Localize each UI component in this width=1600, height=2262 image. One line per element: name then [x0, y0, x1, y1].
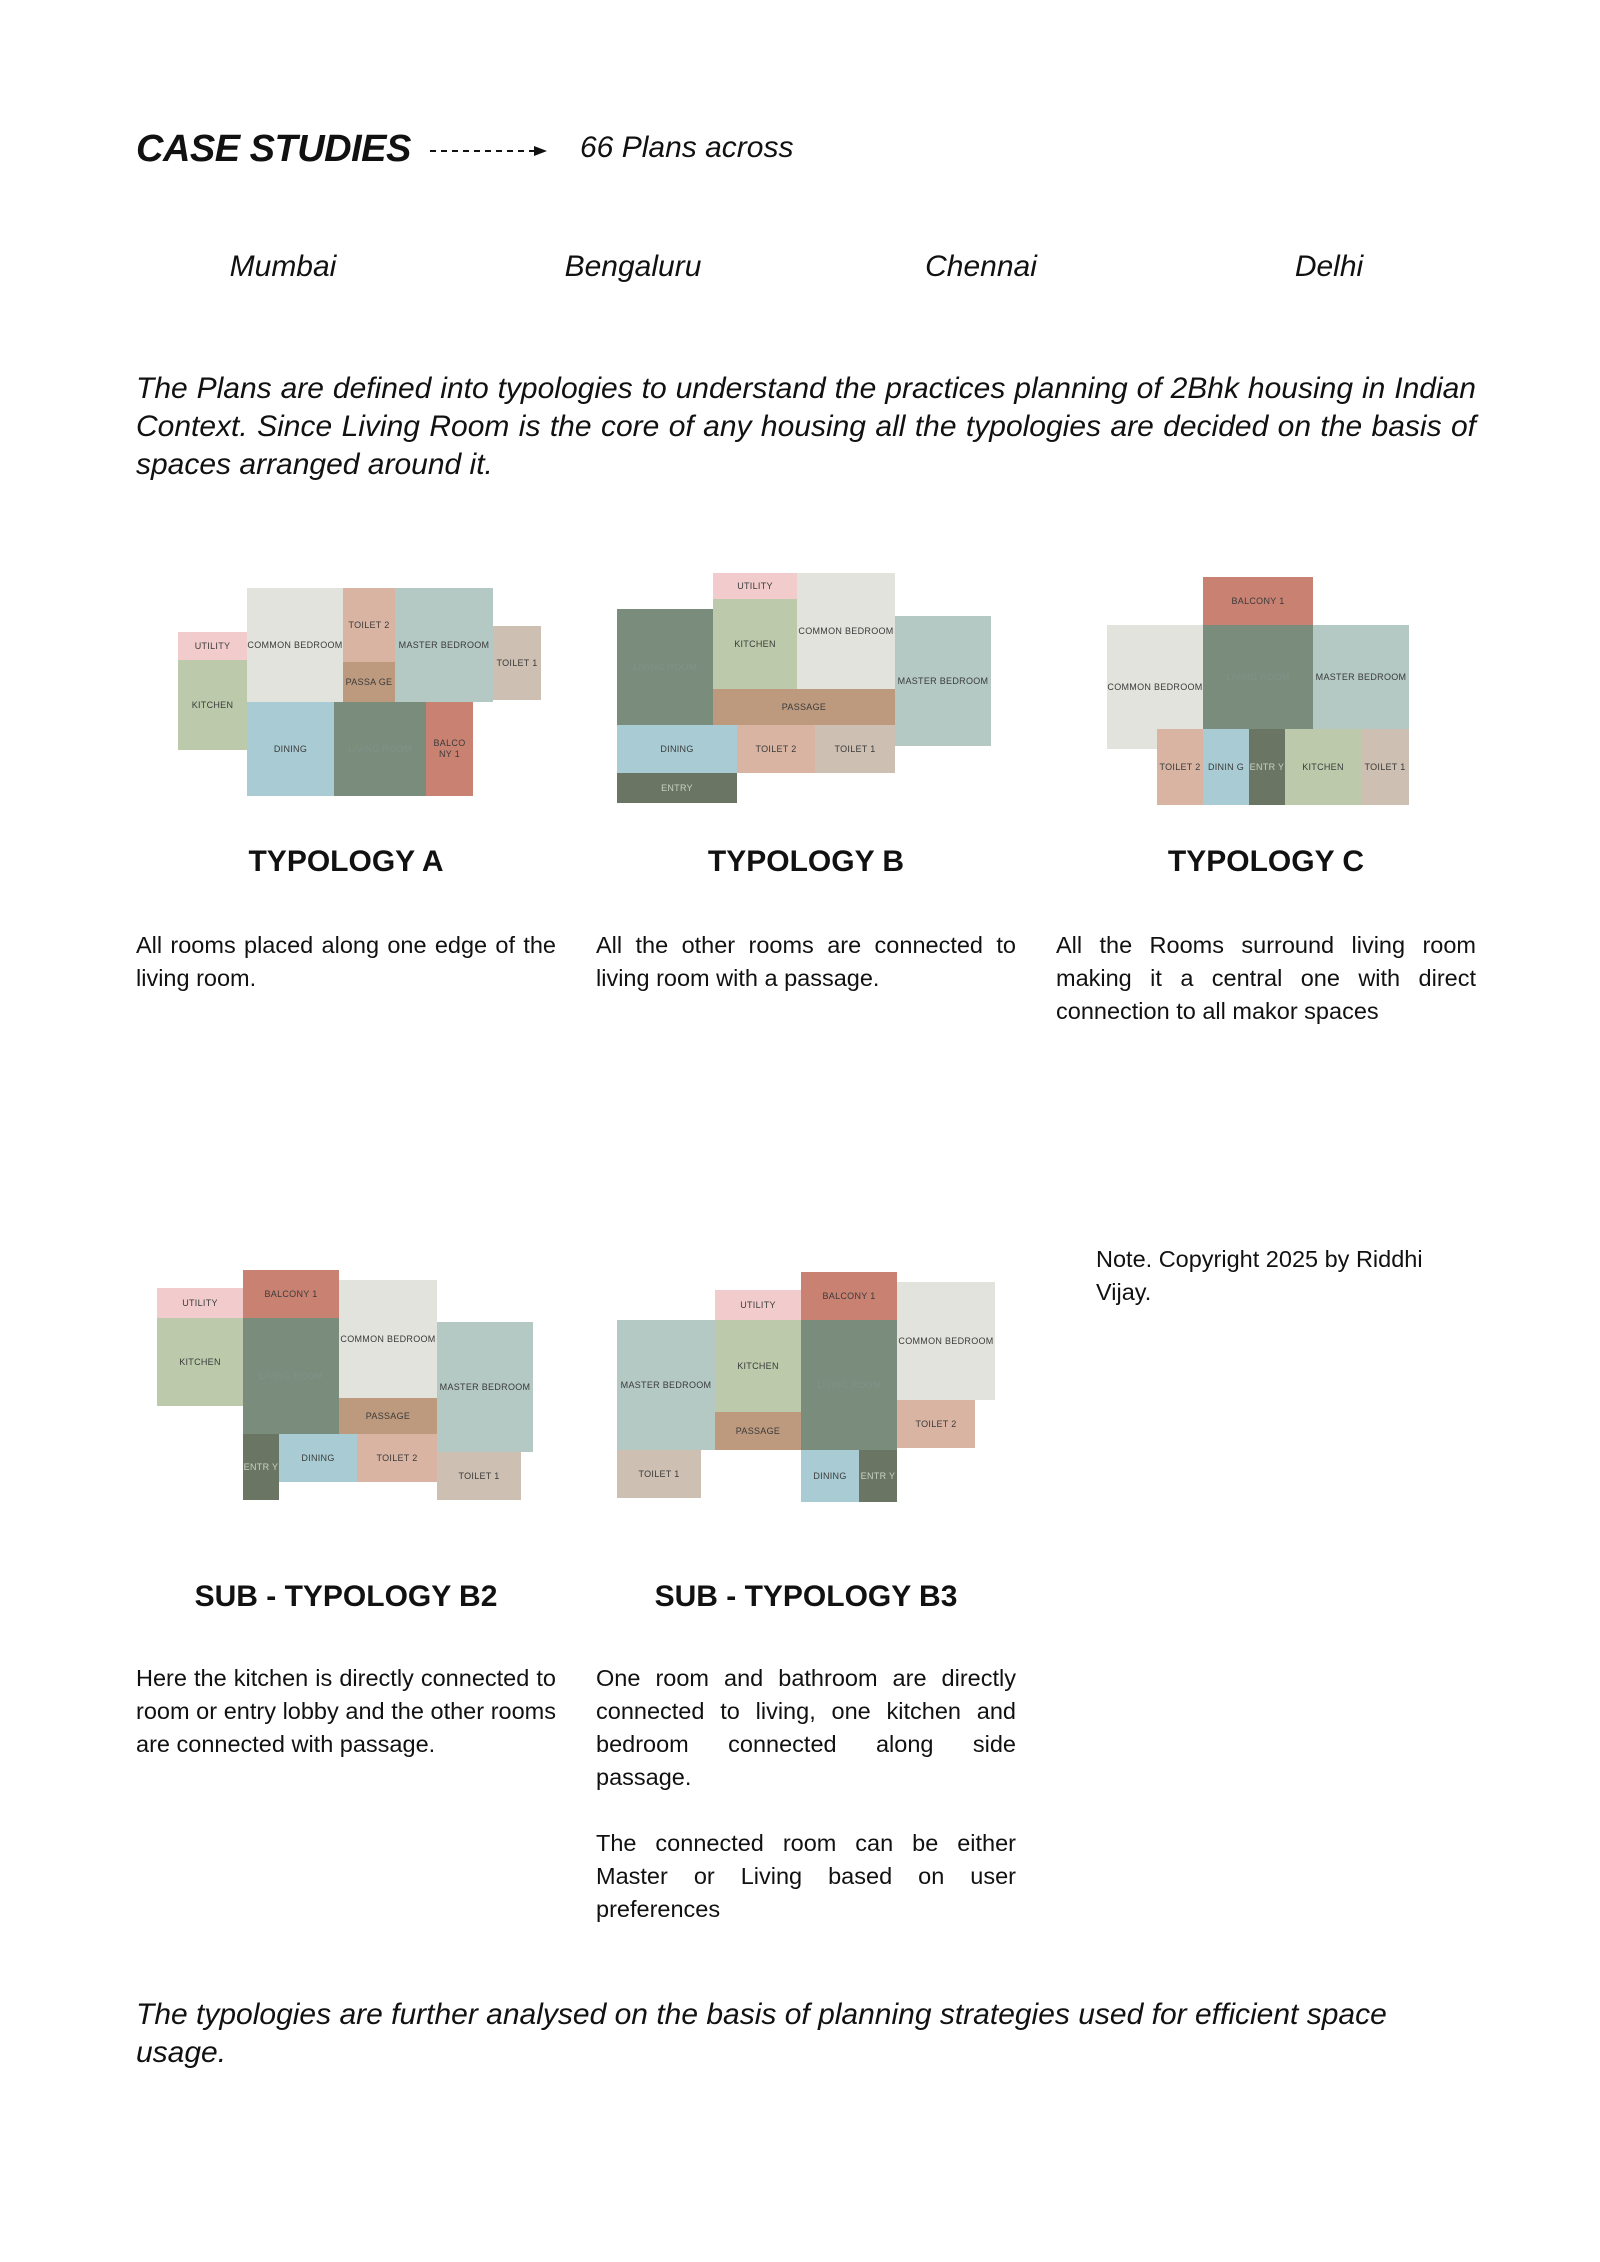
room-master-bedroom: MASTER BEDROOM [895, 616, 991, 746]
plan-sub-typology-b2 [155, 1268, 535, 1502]
room-common-bedroom: COMMON BEDROOM [339, 1280, 437, 1398]
room-passage: PASSAGE [715, 1412, 801, 1450]
city-chennai: Chennai [925, 250, 1037, 283]
room-toilet-1: TOILET 1 [493, 626, 541, 700]
plan-typology-c [1105, 575, 1415, 807]
room-entry: ENTR Y [859, 1450, 897, 1502]
room-living: LIVING ROOM [1203, 625, 1313, 729]
page-title: CASE STUDIES [136, 128, 411, 170]
intro-paragraph: The Plans are defined into typologies to understand the practices planning of 2Bhk housing in Indian Context. Since Living Room is the core of any housing all the typologies are decided on the basis of spaces arranged around it. [136, 372, 1476, 481]
room-dining: DINING [279, 1434, 357, 1482]
room-toilet-1: TOILET 1 [1361, 729, 1409, 805]
plan-sub-typology-b3 [615, 1270, 1005, 1504]
room-balcony: BALCONY 1 [243, 1270, 339, 1318]
room-utility: UTILITY [178, 632, 247, 660]
desc-typology-a: All rooms placed along one edge of the living room. [136, 932, 556, 991]
plans-across-label: 66 Plans across [580, 131, 794, 164]
room-toilet-2: TOILET 2 [1157, 729, 1203, 805]
room-entry: ENTR Y [243, 1434, 279, 1500]
room-passage: PASSAGE [713, 689, 895, 725]
room-dining: DININ G [1203, 729, 1249, 805]
room-utility: UTILITY [715, 1290, 801, 1320]
room-common-bedroom: COMMON BEDROOM [897, 1282, 995, 1400]
room-kitchen: KITCHEN [715, 1320, 801, 1412]
heading-typology-b: TYPOLOGY B [707, 845, 905, 878]
plan-typology-b [615, 571, 995, 807]
city-delhi: Delhi [1294, 250, 1364, 283]
room-balcony: BALCONY 1 [801, 1272, 897, 1320]
room-passage: PASSA GE [343, 662, 395, 702]
desc-sub-typology-b2: Here the kitchen is directly connected to room or entry lobby and the other rooms are connected with passage. [136, 1665, 556, 1757]
heading-sub-typology-b2: SUB - TYPOLOGY B2 [194, 1580, 498, 1613]
room-toilet-1: TOILET 1 [437, 1452, 521, 1500]
closing-paragraph: The typologies are further analysed on the basis of planning strategies used for efficient space usage. [136, 1998, 1387, 2069]
room-master-bedroom: MASTER BEDROOM [395, 588, 493, 702]
room-toilet-1: TOILET 1 [815, 725, 895, 773]
room-balcony: BALCONY 1 [1203, 577, 1313, 625]
room-utility: UTILITY [713, 573, 797, 599]
room-toilet-2: TOILET 2 [343, 588, 395, 662]
room-kitchen: KITCHEN [178, 660, 247, 750]
room-living: LIVING ROOM [617, 609, 713, 725]
room-living: LIVING ROOM [243, 1318, 339, 1434]
heading-typology-a: TYPOLOGY A [248, 845, 444, 878]
room-passage: PASSAGE [339, 1398, 437, 1434]
room-entry: ENTR Y [1249, 729, 1285, 805]
desc-sub-typology-b3: One room and bathroom are directly connected to living, one kitchen and bedroom connected along side passage. [596, 1665, 1016, 1790]
room-master-bedroom: MASTER BEDROOM [1313, 625, 1409, 729]
room-dining: DINING [617, 725, 737, 773]
dashed-arrow-icon [430, 144, 548, 158]
room-common-bedroom: COMMON BEDROOM [1107, 625, 1203, 749]
room-dining: DINING [247, 702, 334, 796]
room-entry: ENTRY [617, 773, 737, 803]
room-kitchen: KITCHEN [713, 599, 797, 689]
plan-typology-a [175, 586, 545, 796]
city-bengaluru: Bengaluru [564, 250, 702, 283]
room-utility: UTILITY [157, 1288, 243, 1318]
room-balcony: BALCO NY 1 [426, 702, 473, 796]
room-living: LIVING ROOM [801, 1320, 897, 1450]
copyright-note: Note. Copyright 2025 by Riddhi Vijay. [1096, 1246, 1423, 1305]
heading-typology-c: TYPOLOGY C [1167, 845, 1365, 878]
room-master-bedroom: MASTER BEDROOM [437, 1322, 533, 1452]
desc-typology-c: All the Rooms surround living room making it a central one with direct connection to all makor spaces [1056, 932, 1476, 1024]
heading-sub-typology-b3: SUB - TYPOLOGY B3 [654, 1580, 958, 1613]
room-living: LIVING ROOM [334, 702, 426, 796]
room-master-bedroom: MASTER BEDROOM [617, 1320, 715, 1450]
room-kitchen: KITCHEN [1285, 729, 1361, 805]
room-dining: DINING [801, 1450, 859, 1502]
room-toilet-2: TOILET 2 [897, 1400, 975, 1448]
desc-typology-b: All the other rooms are connected to living room with a passage. [596, 932, 1016, 991]
room-toilet-2: TOILET 2 [737, 725, 815, 773]
room-kitchen: KITCHEN [157, 1318, 243, 1406]
room-toilet-1: TOILET 1 [617, 1450, 701, 1498]
room-toilet-2: TOILET 2 [357, 1434, 437, 1482]
city-mumbai: Mumbai [229, 250, 337, 283]
desc-sub-typology-b3-extra: The connected room can be either Master or Living based on user preferences [596, 1830, 1016, 1922]
room-common-bedroom: COMMON BEDROOM [247, 588, 343, 702]
room-common-bedroom: COMMON BEDROOM [797, 573, 895, 689]
